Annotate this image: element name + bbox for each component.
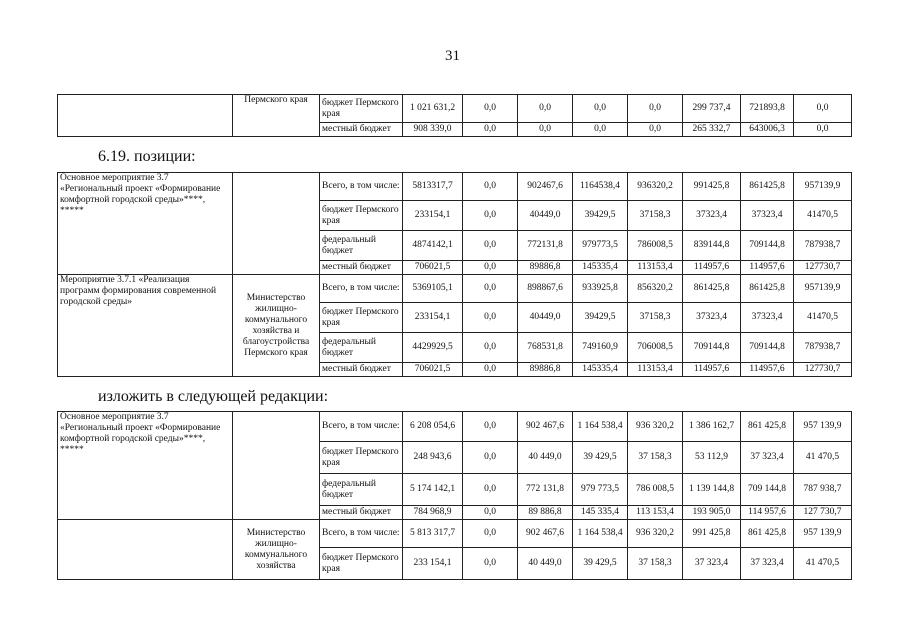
source-cell: федеральный бюджет xyxy=(320,474,403,506)
value-cell: 0,0 xyxy=(463,363,518,377)
value-cell: 37323,4 xyxy=(683,303,741,333)
value-cell: 113153,4 xyxy=(628,261,683,275)
value-cell: 0,0 xyxy=(463,333,518,363)
value-cell: 1164538,4 xyxy=(573,173,628,201)
value-cell: 709144,8 xyxy=(741,231,794,261)
value-cell: 41 470,5 xyxy=(794,442,852,474)
value-cell: 839144,8 xyxy=(683,231,741,261)
value-cell: 40 449,0 xyxy=(518,548,573,580)
source-cell: Всего, в том числе: xyxy=(320,275,403,303)
value-cell: 1 164 538,4 xyxy=(573,412,628,442)
value-cell: 861 425,8 xyxy=(741,520,794,548)
value-cell: 749160,9 xyxy=(573,333,628,363)
value-cell: 709 144,8 xyxy=(741,474,794,506)
value-cell: 41470,5 xyxy=(794,201,852,231)
value-cell: 933925,8 xyxy=(573,275,628,303)
value-cell: 0,0 xyxy=(518,95,573,123)
value-cell: 1 139 144,8 xyxy=(683,474,741,506)
value-cell: 5813317,7 xyxy=(403,173,463,201)
source-cell: бюджет Пермского края xyxy=(320,548,403,580)
value-cell: 89 886,8 xyxy=(518,506,573,520)
source-cell: Всего, в том числе: xyxy=(320,412,403,442)
value-cell: 37323,4 xyxy=(741,303,794,333)
value-cell: 0,0 xyxy=(518,123,573,137)
old-positions-table xyxy=(57,172,852,377)
value-cell: 39429,5 xyxy=(573,201,628,231)
value-cell: 0,0 xyxy=(628,123,683,137)
value-cell: 145335,4 xyxy=(573,363,628,377)
value-cell: 0,0 xyxy=(573,123,628,137)
value-cell: 40449,0 xyxy=(518,303,573,333)
section-heading-edition: изложить в следующей редакции: xyxy=(98,388,329,405)
value-cell: 127 730,7 xyxy=(794,506,852,520)
source-cell: Всего, в том числе: xyxy=(320,173,403,201)
value-cell: 40 449,0 xyxy=(518,442,573,474)
value-cell: 114 957,6 xyxy=(741,506,794,520)
value-cell: 113153,4 xyxy=(628,363,683,377)
source-cell: федеральный бюджет xyxy=(320,231,403,261)
new-edition-table xyxy=(57,411,852,580)
value-cell: 0,0 xyxy=(628,95,683,123)
section-heading-positions: 6.19. позиции: xyxy=(98,148,196,165)
value-cell: 1 386 162,7 xyxy=(683,412,741,442)
table-row xyxy=(58,275,852,303)
value-cell: 127730,7 xyxy=(794,261,852,275)
value-cell: 784 968,9 xyxy=(403,506,463,520)
value-cell: 0,0 xyxy=(573,95,628,123)
value-cell: 721893,8 xyxy=(741,95,794,123)
source-cell: местный бюджет xyxy=(320,123,403,137)
value-cell: 936 320,2 xyxy=(628,520,683,548)
source-cell: бюджет Пермского края xyxy=(320,442,403,474)
value-cell: 53 112,9 xyxy=(683,442,741,474)
value-cell: 1 021 631,2 xyxy=(403,95,463,123)
value-cell: 787 938,7 xyxy=(794,474,852,506)
value-cell: 1 164 538,4 xyxy=(573,520,628,548)
value-cell: 957139,9 xyxy=(794,173,852,201)
value-cell: 40449,0 xyxy=(518,201,573,231)
value-cell: 114957,6 xyxy=(683,261,741,275)
value-cell: 709144,8 xyxy=(683,333,741,363)
value-cell: 248 943,6 xyxy=(403,442,463,474)
value-cell: 114957,6 xyxy=(741,261,794,275)
executor-cell: Министерство жилищно-коммунального хозяйства xyxy=(233,520,320,580)
name-cell xyxy=(58,95,233,137)
executor-cell xyxy=(233,412,320,520)
value-cell: 37 158,3 xyxy=(628,548,683,580)
value-cell: 0,0 xyxy=(463,474,518,506)
activity-name-cell: Мероприятие 3.7.1 «Реализация программ формирования современной городской среды» xyxy=(58,275,233,377)
value-cell: 39 429,5 xyxy=(573,442,628,474)
value-cell: 233154,1 xyxy=(403,201,463,231)
value-cell: 37323,4 xyxy=(741,201,794,231)
value-cell: 37 323,4 xyxy=(741,442,794,474)
value-cell: 0,0 xyxy=(463,123,518,137)
value-cell: 4874142,1 xyxy=(403,231,463,261)
value-cell: 89886,8 xyxy=(518,363,573,377)
value-cell: 786008,5 xyxy=(628,231,683,261)
value-cell: 0,0 xyxy=(463,173,518,201)
value-cell: 39429,5 xyxy=(573,303,628,333)
executor-cell: Пермского края xyxy=(233,95,320,137)
value-cell: 4429929,5 xyxy=(403,333,463,363)
value-cell: 37323,4 xyxy=(683,201,741,231)
table-row xyxy=(58,520,852,548)
value-cell: 991 425,8 xyxy=(683,520,741,548)
value-cell: 114957,6 xyxy=(683,363,741,377)
value-cell: 0,0 xyxy=(463,412,518,442)
source-cell: бюджет Пермского края xyxy=(320,303,403,333)
value-cell: 643006,3 xyxy=(741,123,794,137)
value-cell: 0,0 xyxy=(794,123,852,137)
value-cell: 0,0 xyxy=(463,520,518,548)
value-cell: 936 320,2 xyxy=(628,412,683,442)
value-cell: 787938,7 xyxy=(794,333,852,363)
value-cell: 0,0 xyxy=(794,95,852,123)
value-cell: 37158,3 xyxy=(628,303,683,333)
value-cell: 786 008,5 xyxy=(628,474,683,506)
value-cell: 233 154,1 xyxy=(403,548,463,580)
value-cell: 6 208 054,6 xyxy=(403,412,463,442)
value-cell: 957 139,9 xyxy=(794,412,852,442)
source-cell: бюджет Пермского края xyxy=(320,95,403,123)
value-cell: 113 153,4 xyxy=(628,506,683,520)
source-cell: местный бюджет xyxy=(320,363,403,377)
value-cell: 979773,5 xyxy=(573,231,628,261)
value-cell: 5369105,1 xyxy=(403,275,463,303)
value-cell: 127730,7 xyxy=(794,363,852,377)
value-cell: 41 470,5 xyxy=(794,548,852,580)
value-cell: 861 425,8 xyxy=(741,412,794,442)
value-cell: 233154,1 xyxy=(403,303,463,333)
value-cell: 0,0 xyxy=(463,95,518,123)
value-cell: 957139,9 xyxy=(794,275,852,303)
value-cell: 299 737,4 xyxy=(683,95,741,123)
value-cell: 772 131,8 xyxy=(518,474,573,506)
executor-cell: Министерство жилищно-коммунального хозяйства и благоустройства Пермского края xyxy=(233,275,320,377)
value-cell: 89886,8 xyxy=(518,261,573,275)
value-cell: 37158,3 xyxy=(628,201,683,231)
value-cell: 979 773,5 xyxy=(573,474,628,506)
value-cell: 265 332,7 xyxy=(683,123,741,137)
value-cell: 0,0 xyxy=(463,201,518,231)
source-cell: местный бюджет xyxy=(320,261,403,275)
value-cell: 37 323,4 xyxy=(683,548,741,580)
activity-name-cell: Основное мероприятие 3.7 «Региональный проект «Формирование комфортной городской среды»****, ***** xyxy=(58,173,233,275)
value-cell: 706021,5 xyxy=(403,261,463,275)
value-cell: 768531,8 xyxy=(518,333,573,363)
value-cell: 902 467,6 xyxy=(518,412,573,442)
value-cell: 898867,6 xyxy=(518,275,573,303)
value-cell: 936320,2 xyxy=(628,173,683,201)
value-cell: 0,0 xyxy=(463,548,518,580)
value-cell: 908 339,0 xyxy=(403,123,463,137)
value-cell: 5 813 317,7 xyxy=(403,520,463,548)
executor-cell xyxy=(233,173,320,275)
value-cell: 41470,5 xyxy=(794,303,852,333)
value-cell: 0,0 xyxy=(463,231,518,261)
value-cell: 902467,6 xyxy=(518,173,573,201)
value-cell: 861425,8 xyxy=(741,173,794,201)
source-cell: местный бюджет xyxy=(320,506,403,520)
value-cell: 193 905,0 xyxy=(683,506,741,520)
value-cell: 37 323,4 xyxy=(741,548,794,580)
value-cell: 145335,4 xyxy=(573,261,628,275)
value-cell: 114957,6 xyxy=(741,363,794,377)
value-cell: 787938,7 xyxy=(794,231,852,261)
value-cell: 37 158,3 xyxy=(628,442,683,474)
value-cell: 5 174 142,1 xyxy=(403,474,463,506)
value-cell: 861425,8 xyxy=(683,275,741,303)
value-cell: 0,0 xyxy=(463,506,518,520)
continuation-table xyxy=(57,94,852,137)
value-cell: 0,0 xyxy=(463,442,518,474)
source-cell: бюджет Пермского края xyxy=(320,201,403,231)
value-cell: 856320,2 xyxy=(628,275,683,303)
activity-name-cell: Основное мероприятие 3.7 «Региональный проект «Формирование комфортной городской среды»****, ***** xyxy=(58,412,233,520)
table-row xyxy=(58,173,852,201)
table-row xyxy=(58,412,852,442)
value-cell: 991425,8 xyxy=(683,173,741,201)
page-number: 31 xyxy=(445,48,460,64)
value-cell: 0,0 xyxy=(463,303,518,333)
value-cell: 957 139,9 xyxy=(794,520,852,548)
source-cell: Всего, в том числе: xyxy=(320,520,403,548)
value-cell: 145 335,4 xyxy=(573,506,628,520)
value-cell: 706008,5 xyxy=(628,333,683,363)
value-cell: 0,0 xyxy=(463,275,518,303)
value-cell: 709144,8 xyxy=(741,333,794,363)
table-row xyxy=(58,95,852,123)
value-cell: 0,0 xyxy=(463,261,518,275)
value-cell: 861425,8 xyxy=(741,275,794,303)
value-cell: 706021,5 xyxy=(403,363,463,377)
source-cell: федеральный бюджет xyxy=(320,333,403,363)
value-cell: 772131,8 xyxy=(518,231,573,261)
value-cell: 39 429,5 xyxy=(573,548,628,580)
activity-name-cell xyxy=(58,520,233,580)
value-cell: 902 467,6 xyxy=(518,520,573,548)
